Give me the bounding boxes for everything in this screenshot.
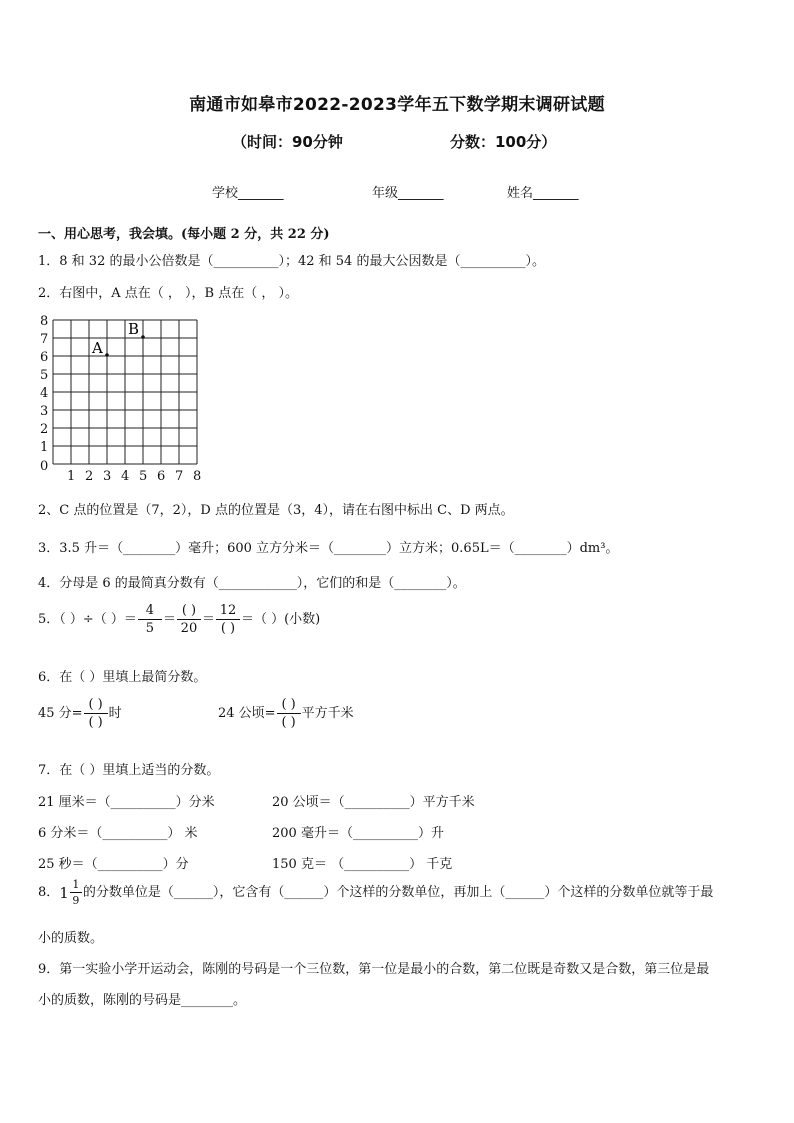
q5-fraction-2 [177,604,201,635]
q8-line-2: 小的质数。 [38,931,104,946]
q6b-prefix: 24 公顷= [218,706,276,721]
question-5 [38,604,320,635]
q8-whole: 1 [59,883,69,902]
point-b-label: B [128,320,140,338]
q5-equals-2: ＝ [201,612,215,627]
grid-x-tick-label: 5 [139,469,148,483]
grid-x-tick-label: 8 [193,469,202,483]
question-7: 7．在（ ）里填上适当的分数。 [38,763,220,778]
q5-equals-1: ＝ [162,612,176,627]
q7-row-2-right: 200 毫升＝（__________）升 [272,826,444,841]
grid-y-tick-label: 5 [40,368,49,383]
section-heading: 一、用心思考，我会填。(每小题 2 分，共 22 分) [38,227,330,242]
question-6: 6．在（ ）里填上最简分数。 [38,670,207,685]
q6a-prefix: 45 分= [38,706,83,721]
grid-x-tick-label: 4 [121,469,130,483]
q9-line-1: 9．第一实验小学开运动会，陈刚的号码是一个三位数，第一位是最小的合数，第二位既是奇数又是合数，第三位是最 [38,962,710,977]
exam-score: 分数：100分） [450,133,557,151]
q7-row-1-left: 21 厘米＝（__________）分米 [38,795,215,810]
page-title: 南通市如皋市2022-2023学年五下数学期末调研试题 [189,95,605,115]
q5-f2-numerator: ( ) [177,604,201,620]
point-a-marker [105,353,109,357]
exam-time: （时间：90分钟 [232,133,343,151]
q6b-fraction [277,698,301,729]
q8-prefix: 8． [38,885,60,900]
q7-row-2-left: 6 分米＝（__________） 米 [38,826,198,841]
q5-fraction-1 [138,604,162,635]
q8-fraction [70,879,82,906]
grid-y-labels [40,314,48,455]
question-2: 2．右图中，A 点在（ ， ），B 点在（ ， ）。 [38,286,299,301]
grid-y-tick-label: 4 [40,386,49,401]
q5-f1-denominator: 5 [145,621,155,636]
grid-y-tick-label: 8 [40,314,49,329]
q5-f1-numerator: 4 [138,604,162,620]
q8-mixed-number [59,879,83,906]
question-3: 3．3.5 升＝（________）毫升；600 立方分米＝（________）立方米；0.65L＝（________）dm³。 [38,541,619,556]
q6-item-b [218,698,354,729]
school-field: 学校_______ [212,186,284,201]
grid-x-labels [40,459,201,483]
grid-x-tick-label: 3 [103,469,112,483]
point-b-marker [141,335,145,339]
q6b-numerator: ( ) [277,698,301,714]
q7-row-3-left: 25 秒＝（__________）分 [38,857,189,872]
q6a-numerator: ( ) [84,698,108,714]
q7-row-1-right: 20 公顷＝（__________）平方千米 [272,795,475,810]
q5-fraction-3 [216,604,240,635]
grid-y-tick-label: 2 [40,422,49,437]
q6a-denominator: ( ) [88,715,103,730]
grid-y-tick-label: 6 [40,350,49,365]
q5-f3-denominator: ( ) [220,621,236,636]
q6b-denominator: ( ) [281,715,296,730]
name-field: 姓名_______ [507,186,579,201]
grade-field: 年级_______ [372,186,444,201]
grid-y-tick-label: 1 [40,440,49,455]
grid-y-tick-label: 7 [40,332,49,347]
grid-y-tick-label: 3 [40,404,49,419]
q5-f3-numerator: 12 [216,604,240,620]
q5-f2-denominator: 20 [180,621,198,636]
grid-x-tick-label: 6 [157,469,166,483]
q5-prefix: 5．（ ）÷（ ）＝ [38,612,137,627]
q8-numerator: 1 [70,879,82,893]
question-8 [38,879,713,906]
q6a-suffix: 时 [108,706,122,721]
q8-denominator: 9 [72,894,80,907]
q6a-fraction [84,698,108,729]
question-2b: 2、C 点的位置是（7，2），D 点的位置是（3，4），请在右图中标出 C、D 两点。 [38,503,514,518]
coordinate-grid [36,311,206,487]
q8-text: 的分数单位是（______），它含有（______）个这样的分数单位，再加上（______）个这样的分数单位就等于最 [82,885,714,900]
grid-x-tick-label: 0 [40,459,49,474]
grid-lines [53,320,197,464]
q5-suffix: ＝（ ）(小数) [240,612,321,627]
point-a-label: A [92,339,103,357]
q6b-suffix: 平方千米 [301,706,354,721]
grid-x-tick-label: 1 [67,469,76,483]
question-4: 4．分母是 6 的最简真分数有（____________），它们的和是（________）。 [38,576,466,591]
q7-row-3-right: 150 克＝ （__________） 千克 [272,857,453,872]
grid-x-tick-label: 2 [85,469,94,483]
grid-x-tick-label: 7 [175,469,184,483]
question-1: 1．8 和 32 的最小公倍数是（__________）；42 和 54 的最大公因数是（__________）。 [38,254,545,269]
q9-line-2: 小的质数，陈刚的号码是________。 [38,993,247,1008]
q6-item-a [38,698,122,729]
